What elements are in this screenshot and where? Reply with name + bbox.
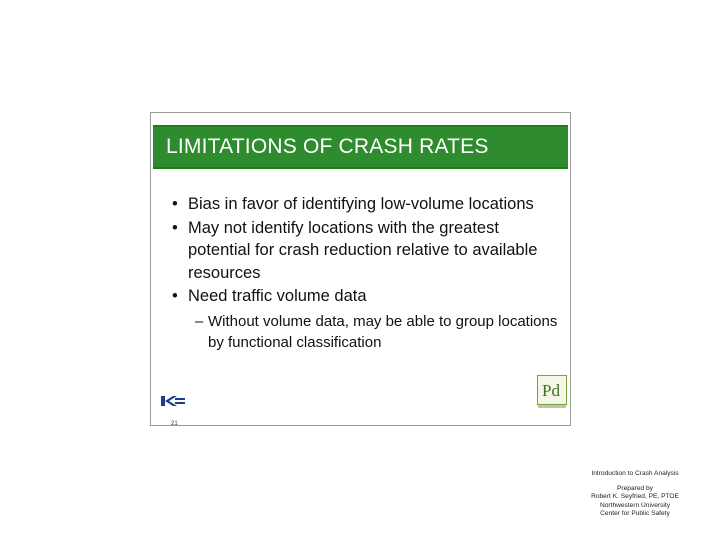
bullet-text: May not identify locations with the greatest potential for crash reduction relative to available resources xyxy=(188,218,538,282)
course-title: Introduction to Crash Analysis xyxy=(591,470,679,477)
slide-title: LIMITATIONS OF CRASH RATES xyxy=(166,135,489,158)
bullet-marker: • xyxy=(172,287,178,306)
bullet-item xyxy=(169,193,564,216)
sub-bullet-marker: – xyxy=(195,312,204,330)
institution-logo-icon xyxy=(161,395,185,407)
bullet-item xyxy=(169,217,564,285)
partner-logo-caption xyxy=(538,405,566,408)
page-number: 21 xyxy=(171,421,178,427)
footer-credits xyxy=(560,470,710,518)
sub-bullet-item xyxy=(169,311,564,353)
bullet-marker: • xyxy=(172,218,178,237)
bullet-item xyxy=(169,285,564,308)
partner-logo xyxy=(537,375,567,411)
partner-logo-text: Pd xyxy=(542,381,560,400)
university-name: Northwestern University xyxy=(600,501,670,509)
prepared-by: Prepared by xyxy=(617,485,653,493)
title-bar xyxy=(153,125,568,169)
author-name: Robert K. Seyfried, PE, PTOE xyxy=(591,493,679,501)
bullet-text: Need traffic volume data xyxy=(188,287,367,306)
partner-logo-icon xyxy=(537,375,567,405)
slide-content xyxy=(169,193,564,353)
slide xyxy=(150,112,571,426)
center-name: Center for Public Safety xyxy=(600,509,670,517)
sub-bullet-text: Without volume data, may be able to group locations by functional classification xyxy=(208,312,558,351)
bullet-text: Bias in favor of identifying low-volume locations xyxy=(188,195,534,213)
bullet-marker: • xyxy=(172,195,178,213)
